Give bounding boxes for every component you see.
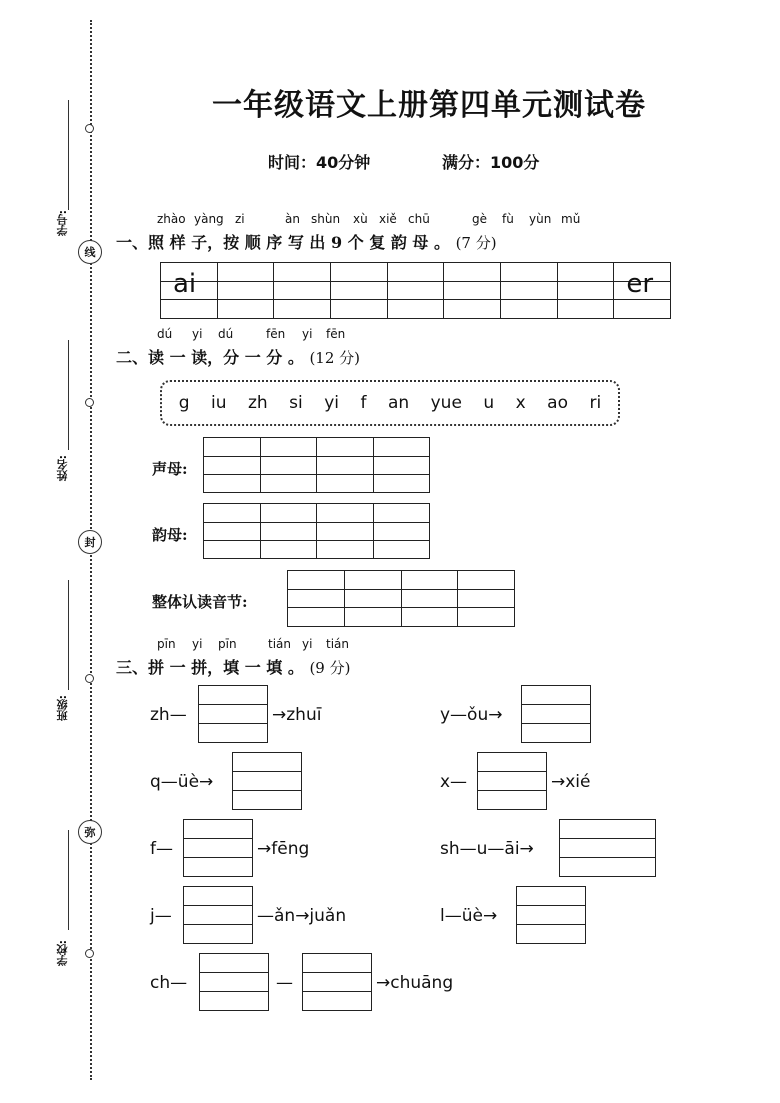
answer-box[interactable] [183, 819, 253, 877]
syllable: g [178, 393, 190, 413]
pinyin: mǔ [561, 212, 581, 226]
spell-result: →fēng [257, 839, 310, 859]
syllable-bank [160, 380, 620, 426]
section2-score: (12 分) [309, 349, 360, 367]
spell-connector: — [276, 973, 293, 993]
answer-grid-finals[interactable] [203, 503, 430, 559]
margin-dot [85, 398, 94, 407]
spell-result: →xié [551, 772, 591, 792]
spell-prefix: q—üè→ [150, 772, 214, 792]
section1-score: (7 分) [455, 234, 497, 252]
pinyin: zhào [157, 212, 186, 226]
sample-final-ai: ai [173, 269, 197, 299]
pinyin: yi [302, 327, 313, 341]
spell-prefix: sh—u—āi→ [440, 839, 534, 859]
answer-grid-whole-syllables[interactable] [287, 570, 515, 627]
syllable: si [289, 393, 303, 413]
answer-box[interactable] [477, 752, 547, 810]
pinyin: xù [353, 212, 368, 226]
answer-box[interactable] [516, 886, 586, 944]
label-initials: 声母: [152, 460, 188, 478]
spell-prefix: j— [150, 906, 172, 926]
grid-cell[interactable] [501, 263, 558, 318]
answer-box[interactable] [199, 953, 269, 1011]
label-finals: 韵母: [152, 526, 188, 544]
syllable: u [483, 393, 495, 413]
syllable: yue [430, 393, 462, 413]
grid-cell[interactable] [374, 438, 430, 492]
field-line-name [68, 340, 69, 450]
grid-cell[interactable] [345, 571, 402, 626]
answer-box[interactable] [183, 886, 253, 944]
field-line-school [68, 830, 69, 930]
answer-grid-initials[interactable] [203, 437, 430, 493]
section3-score: (9 分) [309, 659, 351, 677]
grid-cell[interactable] [558, 263, 615, 318]
pinyin: chū [408, 212, 430, 226]
syllable: an [387, 393, 410, 413]
pinyin: àn [285, 212, 300, 226]
grid-cell[interactable] [444, 263, 501, 318]
field-student-no: 学号: [56, 210, 69, 237]
time-limit: 时间：40分钟 [268, 153, 371, 172]
grid-cell[interactable] [204, 504, 261, 558]
spell-prefix: x— [440, 772, 468, 792]
pinyin: pīn [157, 637, 176, 651]
syllable: yi [324, 393, 339, 413]
margin-dot [85, 674, 94, 683]
pinyin: yi [192, 637, 203, 651]
pinyin: xiě [379, 212, 397, 226]
spell-prefix: zh— [150, 705, 187, 725]
pinyin: fēn [266, 327, 286, 341]
syllable: zh [247, 393, 268, 413]
margin-mark-line: 线 [78, 240, 102, 264]
spell-result: —ǎn→juǎn [257, 906, 347, 926]
field-line-class [68, 580, 69, 690]
pinyin: tián [326, 637, 349, 651]
spell-result: →chuāng [376, 973, 454, 993]
pinyin: yàng [194, 212, 224, 226]
answer-box[interactable] [559, 819, 656, 877]
section3-heading [116, 655, 350, 678]
grid-cell[interactable] [218, 263, 275, 318]
full-score: 满分：100分 [442, 153, 540, 172]
grid-cell[interactable] [388, 263, 445, 318]
label-whole-syllables: 整体认读音节: [152, 593, 248, 611]
pinyin: gè [472, 212, 487, 226]
margin-mark-seal2: 弥 [78, 820, 102, 844]
answer-box[interactable] [232, 752, 302, 810]
pinyin: yi [302, 637, 313, 651]
grid-cell[interactable] [614, 263, 670, 318]
spell-prefix: ch— [150, 973, 188, 993]
section1-heading [116, 230, 497, 253]
syllable: ri [589, 393, 602, 413]
grid-cell[interactable] [317, 438, 374, 492]
grid-cell[interactable] [331, 263, 388, 318]
grid-cell[interactable] [402, 571, 459, 626]
grid-cell[interactable] [261, 438, 318, 492]
field-school: 学校: [56, 940, 69, 967]
pinyin: zi [235, 212, 245, 226]
section2-heading-text: 二、读 一 读，分 一 分 。 [116, 348, 304, 367]
section2-heading [116, 345, 360, 368]
pinyin: yi [192, 327, 203, 341]
pinyin: dú [157, 327, 173, 341]
syllable: ao [547, 393, 568, 413]
field-class: 班级: [56, 695, 69, 722]
grid-cell[interactable] [288, 571, 345, 626]
answer-box[interactable] [521, 685, 591, 743]
pinyin: yùn [529, 212, 552, 226]
page-title: 一年级语文上册第四单元测试卷 [212, 88, 646, 123]
margin-dot [85, 949, 94, 958]
pinyin: pīn [218, 637, 237, 651]
grid-cell[interactable] [161, 263, 218, 318]
sample-final-er: er [626, 269, 654, 299]
pinyin: tián [268, 637, 291, 651]
spell-prefix: l—üè→ [440, 906, 498, 926]
grid-cell[interactable] [317, 504, 374, 558]
grid-cell[interactable] [458, 571, 514, 626]
margin-mark-seal: 封 [78, 530, 102, 554]
pinyin: fēn [326, 327, 346, 341]
spell-prefix: y—ǒu→ [440, 705, 503, 725]
answer-grid-compound-finals[interactable] [160, 262, 671, 319]
spell-result: →zhuī [272, 705, 322, 725]
answer-box[interactable] [302, 953, 372, 1011]
grid-cell[interactable] [274, 263, 331, 318]
syllable: x [515, 393, 526, 413]
section1-heading-text: 一、照 样 子，按 顺 序 写 出 9 个 复 韵 母 。 [116, 233, 450, 252]
syllable: iu [211, 393, 227, 413]
pinyin: fù [502, 212, 514, 226]
pinyin: dú [218, 327, 234, 341]
margin-dot [85, 124, 94, 133]
answer-box[interactable] [198, 685, 268, 743]
grid-cell[interactable] [261, 504, 318, 558]
section3-heading-text: 三、拼 一 拼，填 一 填 。 [116, 658, 304, 677]
field-name: 姓名: [56, 455, 69, 482]
grid-cell[interactable] [204, 438, 261, 492]
field-line-student-no [68, 100, 69, 210]
grid-cell[interactable] [374, 504, 430, 558]
syllable: f [360, 393, 367, 413]
pinyin: shùn [311, 212, 341, 226]
spell-prefix: f— [150, 839, 173, 859]
